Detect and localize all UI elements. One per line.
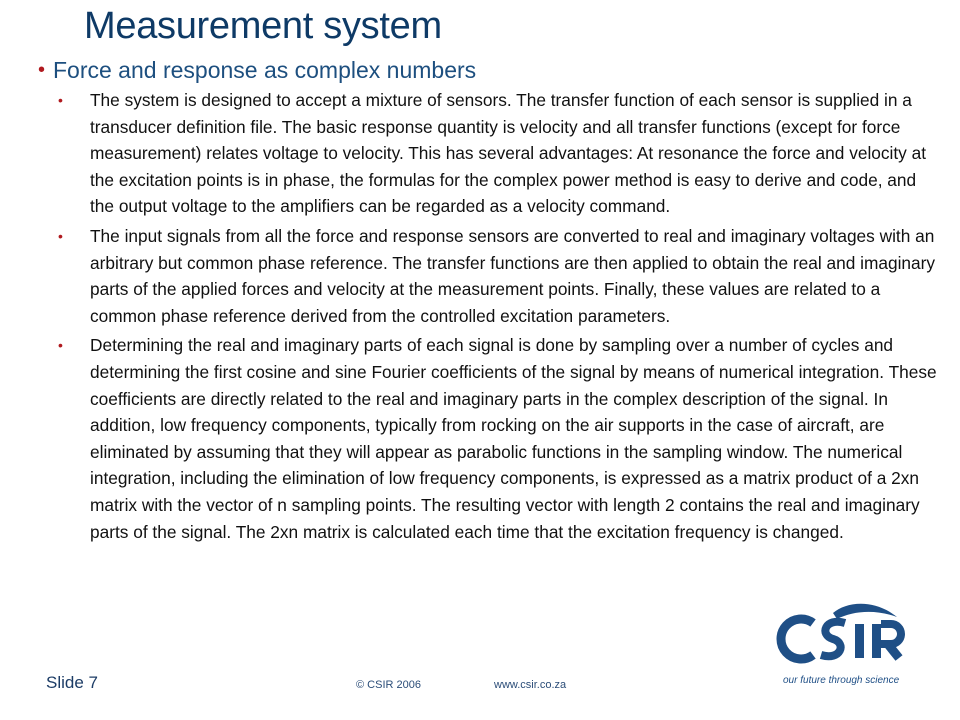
- sub-bullet-text: The input signals from all the force and response sensors are converted to real and imaginary voltages with an arbitrary but common phase reference. The transfer functions are then applied to obtain the real and imaginary parts of the applied forces and velocity at the measurement points. Finally, these values are related to a common phase reference derived from the controlled excitation parameters.: [90, 225, 936, 326]
- slide-number: Slide 7: [46, 673, 98, 692]
- csir-logo-icon: [775, 603, 925, 695]
- sub-bullet-text: Determining the real and imaginary parts of each signal is done by sampling over a number of cycles and determining the first cosine and sine Fourier coefficients of the signal by means of numerical integration. These coefficients are directly related to the real and imaginary parts in the complex description of the signal. In addition, low frequency components, typically from rocking on the air supports in the case of aircraft, are eliminated by assuming that they will appear as parabolic functions in the sampling window. The numerical integration, including the elimination of low frequency components, is expressed as a matrix product of a 2xn matrix with the vector of n sampling points. The resulting vector with length 2 contains the real and imaginary parts of the signal. The 2xn matrix is calculated each time that the excitation frequency is changed.: [90, 335, 937, 542]
- copyright-notice: © CSIR 2006: [356, 679, 421, 691]
- sub-bullet-icon: •: [58, 227, 63, 244]
- sub-bullet-item: [58, 87, 938, 220]
- sub-bullet-item: [58, 332, 938, 545]
- csir-logo: [775, 603, 925, 695]
- sub-bullet-item: [58, 223, 938, 329]
- slide-title: Measurement system: [84, 5, 442, 47]
- level1-bullet-item: [38, 55, 940, 85]
- sub-bullet-icon: •: [58, 337, 63, 354]
- sub-bullet-list: [58, 87, 938, 548]
- level1-bullet-icon: •: [38, 59, 46, 81]
- sub-bullet-icon: •: [58, 92, 63, 108]
- sub-bullet-text: The system is designed to accept a mixture of sensors. The transfer function of each sensor is supplied in a transducer definition file. The basic response quantity is velocity and all transfer functions (except for force measurement) relates voltage to velocity. This has several advantages: At resonance the force and velocity at the excitation points is in phase, the formulas for the complex power method is easy to derive and code, and the output voltage to the amplifiers can be regarded as a velocity command.: [90, 90, 927, 217]
- level1-bullet-text: Force and response as complex numbers: [53, 57, 477, 83]
- website-url: www.csir.co.za: [494, 679, 567, 691]
- logo-tagline: our future through science: [783, 675, 900, 686]
